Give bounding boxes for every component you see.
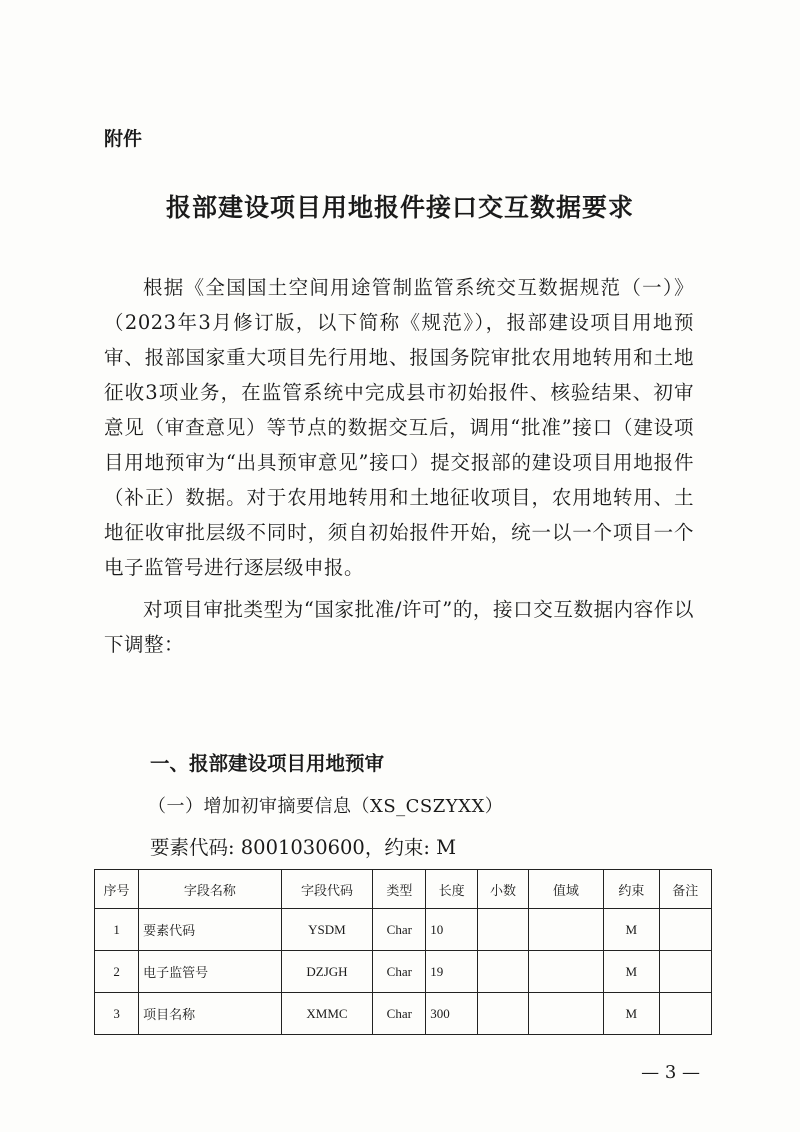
table-row [95,993,712,1035]
header-cell: 序号 [95,870,139,909]
paragraph-1: 根据《全国国土空间用途管制监管系统交互数据规范（一）》（2023年3月修订版，以下简称《规范》），报部建设项目用地预审、报部国家重大项目先行用地、报国务院审批农用地转用和土地征收3项业务，在监管系统中完成县市初始报件、核验结果、初审意见（审查意见）等节点的数据交互后，调用“批准”接口（建设项目用地预审为“出具预审意见”接口）提交报部的建设项目用地报件（补正）数据。对于农用地转用和土地征收项目，农用地转用、土地征收审批层级不同时，须自初始报件开始，统一以一个项目一个电子监管号进行逐层级申报。 [104,276,694,579]
table-cell [478,993,529,1035]
page-number: — 3 — [641,1062,700,1083]
document-body [104,270,694,662]
table-row [95,951,712,993]
table-cell: 3 [95,993,139,1035]
table-cell: 10 [426,909,478,951]
table-cell: Char [373,951,426,993]
table-row [95,909,712,951]
header-cell: 值域 [528,870,603,909]
subsection-heading: （一）增加初审摘要信息（XS_CSZYXX） [148,796,504,817]
table-cell [528,993,603,1035]
table-cell: Char [373,993,426,1035]
table-cell [478,909,529,951]
table-cell [528,951,603,993]
table-cell: 19 [426,951,478,993]
table-cell [478,951,529,993]
header-cell: 字段名称 [139,870,281,909]
table-cell [659,951,711,993]
table-cell: YSDM [281,909,373,951]
table-cell: 项目名称 [139,993,281,1035]
table-cell: 要素代码 [139,909,281,951]
header-cell: 约束 [604,870,660,909]
paragraph-2: 对项目审批类型为“国家批准/许可”的，接口交互数据内容作以下调整： [104,598,694,656]
attachment-label: 附件 [104,128,143,150]
table-cell: M [604,909,660,951]
header-cell: 长度 [426,870,478,909]
header-cell: 备注 [659,870,711,909]
table-cell: M [604,951,660,993]
table-cell [659,909,711,951]
table-cell: XMMC [281,993,373,1035]
table-cell: DZJGH [281,951,373,993]
header-cell: 字段代码 [281,870,373,909]
table-cell [659,993,711,1035]
table-cell: M [604,993,660,1035]
table-cell: 300 [426,993,478,1035]
field-table [94,869,712,1035]
header-cell: 小数 [478,870,529,909]
table-cell: 电子监管号 [139,951,281,993]
table-header-row [95,870,712,909]
section-heading: 一、报部建设项目用地预审 [150,752,385,775]
header-cell: 类型 [373,870,426,909]
table-cell: 1 [95,909,139,951]
table-cell [528,909,603,951]
element-code-line: 要素代码: 8001030600，约束: M [150,836,457,859]
table-cell: 2 [95,951,139,993]
table-cell: Char [373,909,426,951]
document-title: 报部建设项目用地报件接口交互数据要求 [165,193,634,222]
